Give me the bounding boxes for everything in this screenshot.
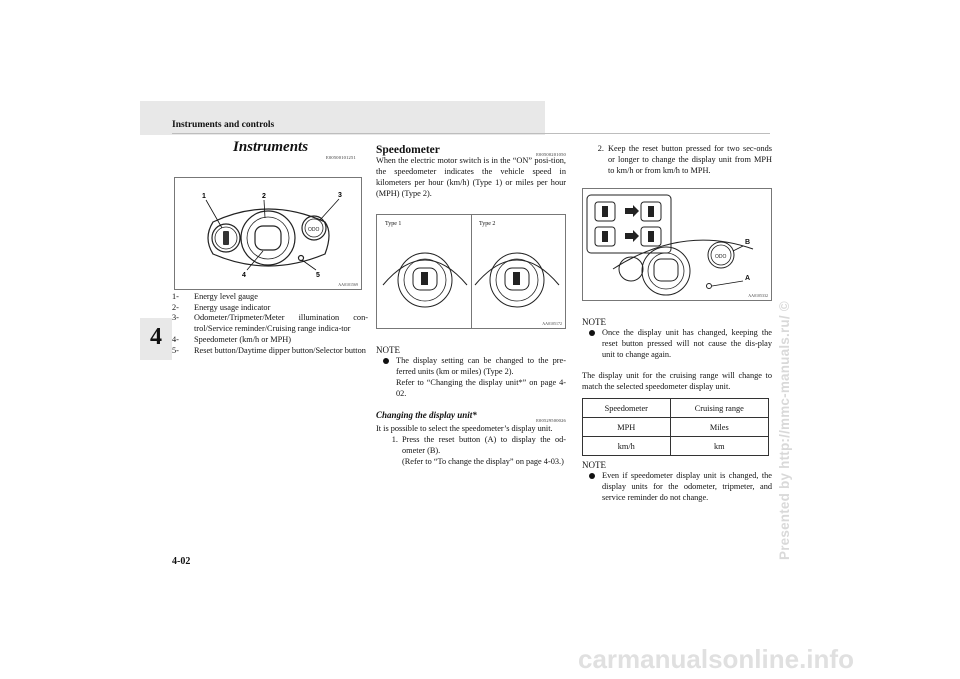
reset-figure bbox=[582, 188, 772, 301]
figure-id: AA0105172 bbox=[542, 321, 562, 326]
bottom-watermark: carmanualsonline.info bbox=[578, 644, 854, 674]
chapter-number: 4 bbox=[150, 324, 162, 350]
bullet-icon bbox=[383, 358, 389, 364]
legend-item: 2- Energy usage indicator bbox=[172, 302, 271, 312]
callout-5: 5 bbox=[316, 272, 320, 279]
speedometer-intro: When the electric motor switch is in the “ON” posi-tion, the speedometer indicates the vehicle speed in kilometers per hour (km/h) (Type 1) or miles per hour (MPH) (Type 2). bbox=[376, 156, 566, 198]
speedometer-figure bbox=[376, 214, 566, 329]
svg-text:ODO: ODO bbox=[715, 254, 727, 260]
callout-4: 4 bbox=[242, 272, 246, 279]
speedometer-section bbox=[376, 140, 566, 199]
note-bullet: The display setting can be changed to the pre-ferred units (km or miles) (Type 2). Refer to “Changing the display unit*” on page 4-02. bbox=[376, 355, 566, 399]
table-header: Cruising range bbox=[670, 399, 768, 418]
bullet-icon bbox=[589, 473, 595, 479]
subsection-code: E00529500026 bbox=[536, 418, 566, 423]
legend-item: 3- Odometer/Tripmeter/Meter illumination con-trol/Service reminder/Cruising range indica-tor bbox=[172, 313, 368, 334]
speedometer-title: Speedometer bbox=[376, 144, 440, 156]
table-header: Speedometer bbox=[583, 399, 671, 418]
step-1: 1. Press the reset button (A) to display the od-ometer (B). (Refer to “To change the display” on page 4-03.) bbox=[391, 435, 566, 466]
cluster-illustration bbox=[175, 178, 361, 289]
bullet-icon bbox=[589, 330, 595, 336]
legend-item: 1- Energy level gauge bbox=[172, 292, 258, 301]
svg-text:ODO: ODO bbox=[308, 227, 320, 233]
header-rule bbox=[172, 133, 770, 134]
step-2: 2. Keep the reset button pressed for two sec-onds or longer to change the display unit from MPH to km/h or from km/h to MPH. bbox=[597, 144, 772, 175]
reset-illustration bbox=[583, 189, 771, 300]
speedometer-dials bbox=[377, 215, 565, 328]
label-b: B bbox=[745, 239, 751, 246]
right-note-1: NOTE Once the display unit has changed, keeping the reset button pressed will not cause the dis-play unit to change again. The display unit for the cruising range will change to match the selected speedometer display unit. bbox=[582, 317, 772, 391]
legend-item: 5- Reset button/Daytime dipper button/Selector button bbox=[172, 345, 366, 355]
figure-id: AA0101569 bbox=[338, 282, 358, 287]
page-header-title: Instruments and controls bbox=[172, 120, 275, 130]
figure-id: AA0105332 bbox=[748, 293, 768, 298]
cruising-paragraph: The display unit for the cruising range will change to match the selected speedometer display unit. bbox=[582, 371, 772, 391]
change-unit-section bbox=[376, 410, 566, 467]
callout-2: 2 bbox=[262, 193, 266, 200]
units-table bbox=[582, 398, 769, 456]
instruments-title: Instruments bbox=[233, 139, 309, 155]
table-row: km/h km bbox=[583, 437, 769, 456]
subsection-title: Changing the display unit* bbox=[376, 410, 477, 420]
subsection-intro: It is possible to select the speedometer’s display unit. bbox=[376, 424, 553, 433]
page-number: 4-02 bbox=[172, 556, 191, 567]
note-bullet: Even if speedometer display unit is changed, the display units for the odometer, tripmeter, and service reminder do not change. bbox=[582, 470, 772, 503]
instruments-legend bbox=[172, 292, 368, 356]
note-label: NOTE bbox=[376, 345, 400, 355]
type2-label: Type 2 bbox=[479, 221, 496, 227]
note-bullet: Once the display unit has changed, keeping the reset button pressed will not cause the dis-play unit to change again. bbox=[582, 327, 772, 360]
units-table-wrap bbox=[582, 398, 769, 456]
callout-3: 3 bbox=[338, 192, 342, 199]
right-note-2: NOTE Even if speedometer display unit is changed, the display units for the odometer, tripmeter, and service reminder do not change. bbox=[582, 460, 772, 502]
instruments-figure bbox=[174, 177, 362, 290]
instruments-code: E00500101251 bbox=[326, 155, 356, 160]
type1-label: Type 1 bbox=[385, 221, 402, 227]
speedometer-note bbox=[376, 345, 566, 399]
label-a: A bbox=[745, 275, 751, 282]
side-watermark: Presented by http://mmc-manuals.ru/ © bbox=[777, 301, 792, 560]
legend-item: 4- Speedometer (km/h or MPH) bbox=[172, 334, 292, 344]
speedometer-code: E00500201050 bbox=[536, 152, 566, 157]
callout-1: 1 bbox=[202, 193, 206, 200]
table-row: MPH Miles bbox=[583, 418, 769, 437]
